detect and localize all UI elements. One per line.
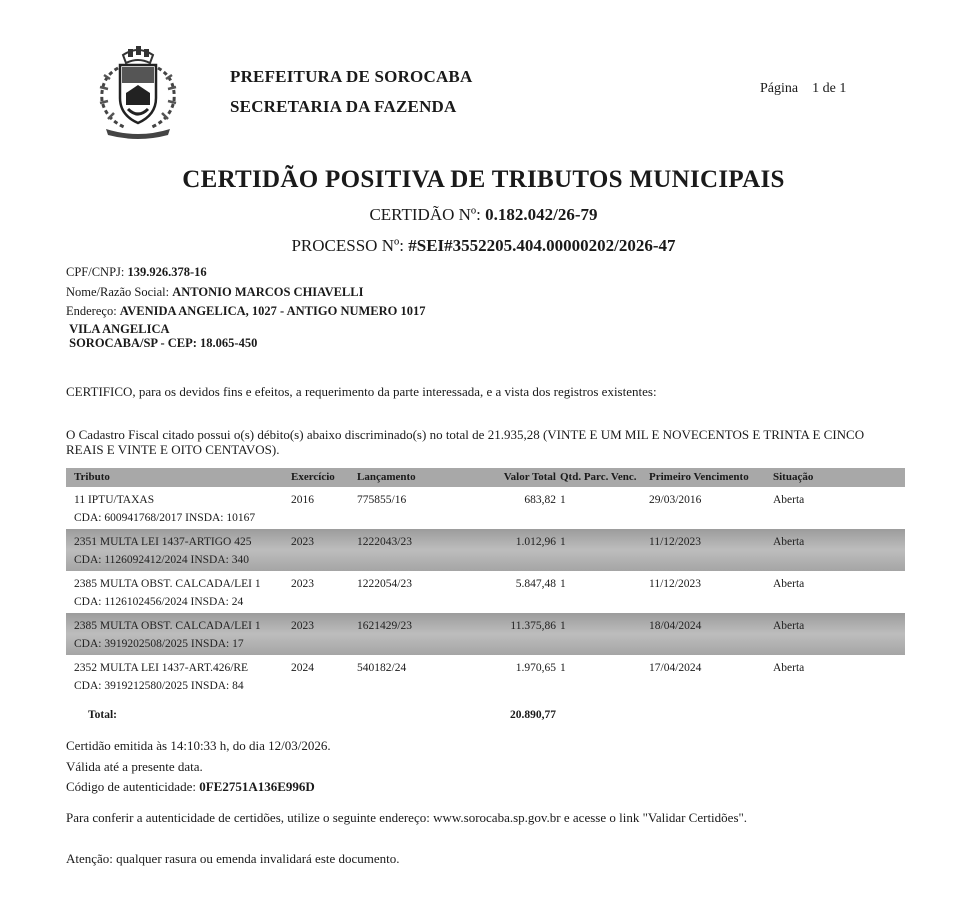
warning-note: Atenção: qualquer rasura ou emenda invalidará este documento. <box>66 851 400 866</box>
cell-lancamento: 1222043/23 <box>357 536 412 548</box>
address-line <box>66 302 426 322</box>
cell-lancamento: 775855/16 <box>357 494 407 506</box>
cell-qtd: 1 <box>560 662 566 674</box>
page-indicator <box>760 81 846 97</box>
validity: Válida até a presente data. <box>66 759 203 774</box>
organization-name <box>230 62 472 122</box>
certifico-statement: CERTIFICO, para os devidos fins e efeitos, a requerimento da parte interessada, e a vista dos registros existentes: <box>66 384 657 399</box>
table-row <box>66 529 905 571</box>
cell-cda: CDA: 1126092412/2024 INSDA: 340 <box>74 554 249 566</box>
cell-valor: 5.847,48 <box>515 578 556 590</box>
cell-valor: 11.375,86 <box>510 620 556 632</box>
cell-situacao: Aberta <box>773 620 805 632</box>
process-label: PROCESSO Nº: <box>291 236 404 255</box>
cell-valor: 1.012,96 <box>515 536 556 548</box>
process-number <box>0 236 967 256</box>
header-qtd: Qtd. Parc. Venc. <box>560 471 637 483</box>
cell-lancamento: 1621429/23 <box>357 620 412 632</box>
name-label: Nome/Razão Social: <box>66 284 170 299</box>
cell-tributo: 2352 MULTA LEI 1437-ART.426/RE <box>74 662 249 674</box>
cell-cda: CDA: 3919212580/2025 INSDA: 84 <box>74 680 244 692</box>
org-line-1: PREFEITURA DE SOROCABA <box>230 67 473 86</box>
table-row <box>66 655 905 697</box>
cell-situacao: Aberta <box>773 578 805 590</box>
cell-exercicio: 2016 <box>291 494 314 506</box>
cell-exercicio: 2024 <box>291 662 314 674</box>
cell-tributo: 2385 MULTA OBST. CALCADA/LEI 1 <box>74 620 261 632</box>
cell-lancamento: 1222054/23 <box>357 578 412 590</box>
cell-cda: CDA: 600941768/2017 INSDA: 10167 <box>74 512 256 524</box>
org-line-2: SECRETARIA DA FAZENDA <box>230 97 457 116</box>
header-exercicio: Exercício <box>291 471 335 483</box>
header-vencimento: Primeiro Vencimento <box>649 471 749 483</box>
header-situacao: Situação <box>773 471 814 483</box>
page-label: Página <box>760 81 799 96</box>
cell-qtd: 1 <box>560 620 566 632</box>
cell-situacao: Aberta <box>773 536 805 548</box>
cell-exercicio: 2023 <box>291 620 314 632</box>
cell-vencimento: 29/03/2016 <box>649 494 702 506</box>
cell-situacao: Aberta <box>773 494 805 506</box>
cpf-label: CPF/CNPJ: <box>66 265 125 279</box>
cell-cda: CDA: 3919202508/2025 INSDA: 17 <box>74 638 244 650</box>
cell-vencimento: 17/04/2024 <box>649 662 702 674</box>
cpf-line <box>66 263 426 283</box>
table-row <box>66 571 905 613</box>
total-value: 20.890,77 <box>510 709 556 721</box>
address-line-1: AVENIDA ANGELICA, 1027 - ANTIGO NUMERO 1017 <box>119 304 426 318</box>
cadastro-statement: O Cadastro Fiscal citado possui o(s) débito(s) abaixo discriminado(s) no total de 21.935,28 (VINTE E UM MIL E NOVECENTOS E TRINTA E CINCO REAIS E VINTE E OITO CENTAVOS). <box>66 427 865 457</box>
table-header <box>66 468 905 487</box>
verification-note: Para conferir a autenticidade de certidões, utilize o seguinte endereço: www.sorocaba.sp.gov.br e acesse o link "Validar Certidões". <box>66 810 748 825</box>
cell-lancamento: 540182/24 <box>357 662 407 674</box>
cell-vencimento: 11/12/2023 <box>649 536 701 548</box>
cell-tributo: 2351 MULTA LEI 1437-ARTIGO 425 <box>74 536 252 548</box>
city-coat-of-arms-icon <box>88 43 188 139</box>
cell-tributo: 11 IPTU/TAXAS <box>74 494 155 506</box>
cell-exercicio: 2023 <box>291 536 314 548</box>
cpf-value: 139.926.378-16 <box>127 265 207 279</box>
table-row <box>66 487 905 529</box>
certificate-number <box>0 205 967 225</box>
address-line-2: VILA ANGELICA <box>69 321 170 336</box>
auth-code-value: 0FE2751A136E996D <box>199 779 315 794</box>
cell-vencimento: 11/12/2023 <box>649 578 701 590</box>
document-title: CERTIDÃO POSITIVA DE TRIBUTOS MUNICIPAIS <box>182 166 785 193</box>
name-value: ANTONIO MARCOS CHIAVELLI <box>172 284 364 299</box>
process-number-value: #SEI#3552205.404.00000202/2026-47 <box>408 236 676 255</box>
cell-qtd: 1 <box>560 494 566 506</box>
address-label: Endereço: <box>66 304 117 318</box>
page-value: 1 de 1 <box>812 81 847 96</box>
total-label: Total: <box>88 709 117 721</box>
cell-vencimento: 18/04/2024 <box>649 620 702 632</box>
cell-qtd: 1 <box>560 578 566 590</box>
address-line-3: SOROCABA/SP - CEP: 18.065-450 <box>69 335 258 350</box>
table-row <box>66 613 905 655</box>
name-line <box>66 283 426 303</box>
cert-number-value: 0.182.042/26-79 <box>485 205 598 224</box>
cell-valor: 1.970,65 <box>515 662 556 674</box>
taxpayer-info <box>66 263 426 350</box>
auth-code <box>66 779 315 795</box>
cell-qtd: 1 <box>560 536 566 548</box>
header-tributo: Tributo <box>74 471 110 483</box>
cell-tributo: 2385 MULTA OBST. CALCADA/LEI 1 <box>74 578 261 590</box>
cell-valor: 683,82 <box>524 494 556 506</box>
table-total <box>66 706 905 726</box>
header-lancamento: Lançamento <box>357 471 416 483</box>
cert-label: CERTIDÃO Nº: <box>369 205 481 224</box>
cell-exercicio: 2023 <box>291 578 314 590</box>
header-valor: Valor Total <box>503 471 556 483</box>
auth-code-label: Código de autenticidade: <box>66 779 196 794</box>
cell-situacao: Aberta <box>773 662 805 674</box>
debts-table <box>66 468 905 721</box>
cell-cda: CDA: 1126102456/2024 INSDA: 24 <box>74 596 244 608</box>
issued-at: Certidão emitida às 14:10:33 h, do dia 12/03/2026. <box>66 738 331 753</box>
